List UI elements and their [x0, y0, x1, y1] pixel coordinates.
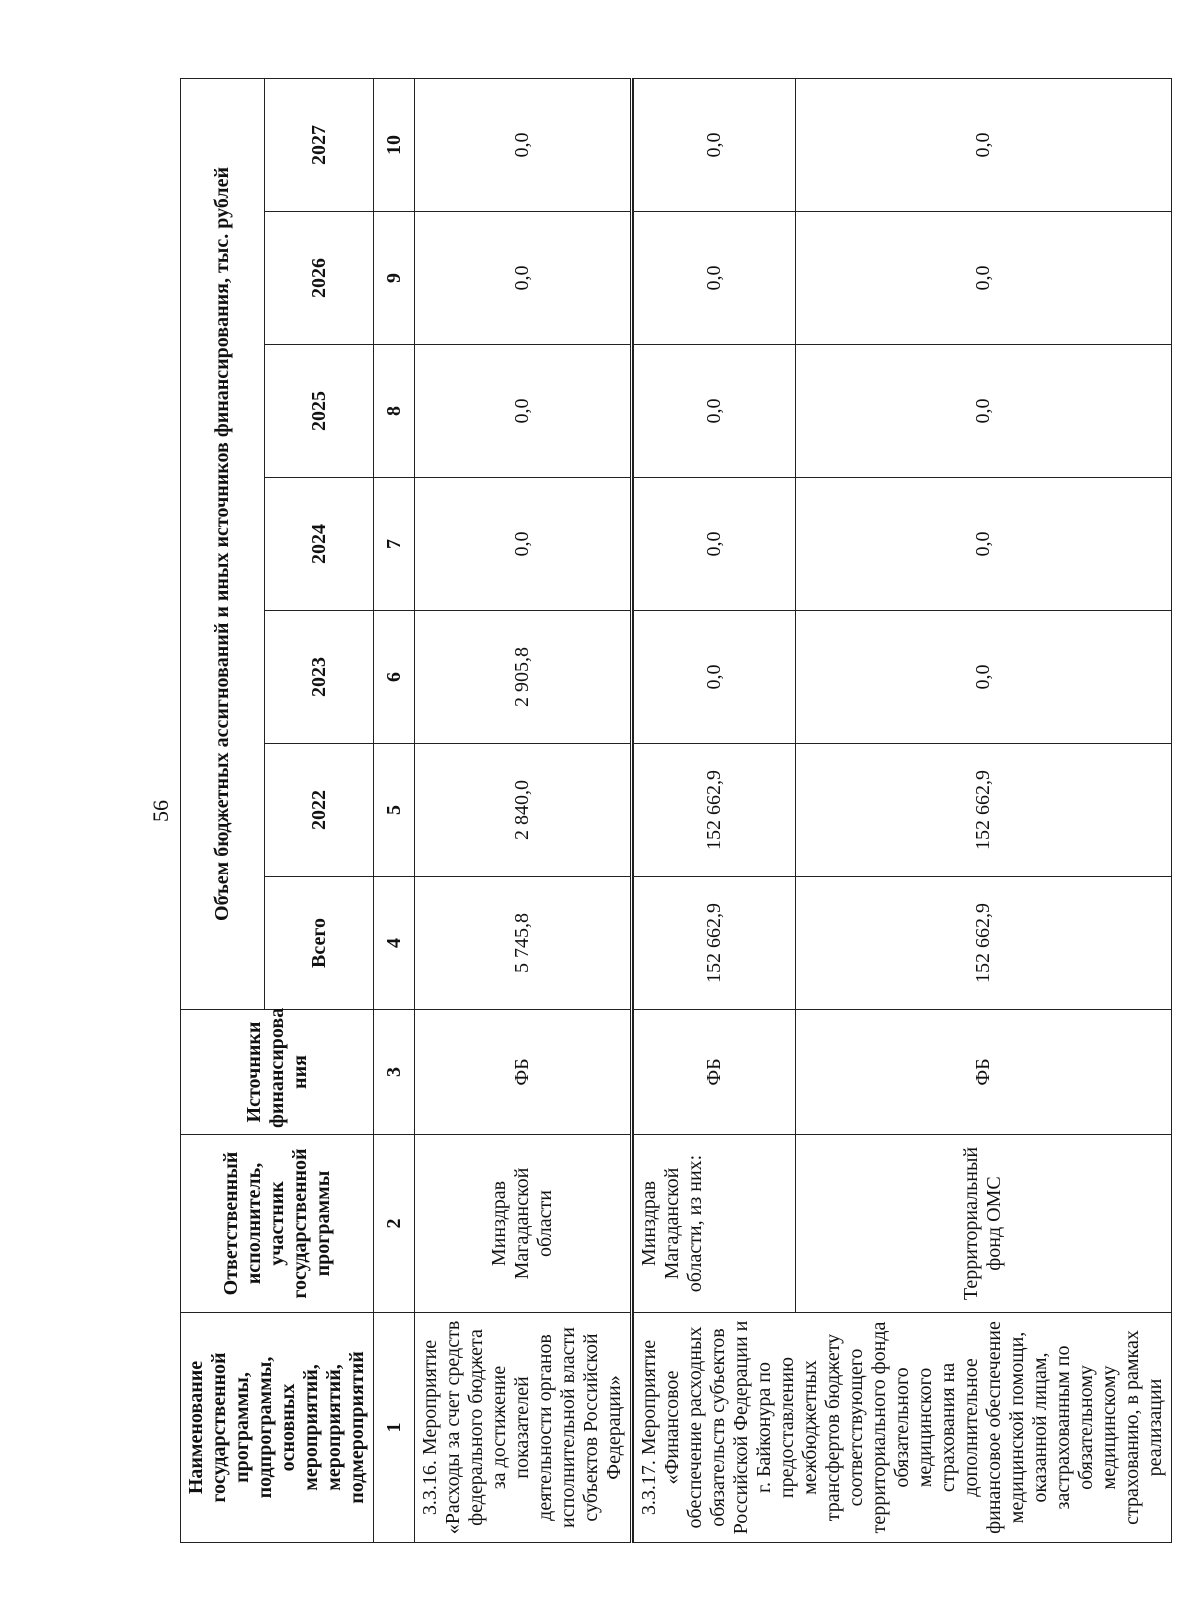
- col-num: 3: [374, 1010, 415, 1135]
- row-value-2022: 152 662,9: [795, 744, 1171, 877]
- col-num: 9: [374, 212, 415, 345]
- row-value-2025: 0,0: [415, 345, 632, 478]
- row-value-2023: 0,0: [634, 611, 796, 744]
- header-year-2025: 2025: [265, 345, 374, 478]
- row-value-2023: 2 905,8: [415, 611, 632, 744]
- row-value-2025: 0,0: [634, 345, 796, 478]
- row-value-total: 5 745,8: [415, 877, 632, 1010]
- header-row-1: [181, 78, 265, 1542]
- row-value-2027: 0,0: [795, 78, 1171, 211]
- col-num: 5: [374, 744, 415, 877]
- col-num: 4: [374, 877, 415, 1010]
- table-row: [634, 78, 796, 1542]
- rotated-page: [140, 71, 1166, 1551]
- row-responsible: Минздрав Магаданской области, из них:: [634, 1135, 796, 1313]
- header-year-2024: 2024: [265, 478, 374, 611]
- row-value-2027: 0,0: [634, 78, 796, 211]
- row-value-2022: 152 662,9: [634, 744, 796, 877]
- row-value-2024: 0,0: [634, 478, 796, 611]
- table-row: [415, 78, 632, 1542]
- row-value-total: 152 662,9: [795, 877, 1171, 1010]
- header-year-2026: 2026: [265, 212, 374, 345]
- row-source: ФБ: [634, 1010, 796, 1135]
- row-value-2027: 0,0: [415, 78, 632, 211]
- row-value-2026: 0,0: [795, 212, 1171, 345]
- row-value-2024: 0,0: [415, 478, 632, 611]
- col-num: 8: [374, 345, 415, 478]
- row-value-2025: 0,0: [795, 345, 1171, 478]
- row-responsible: Территориальный фонд ОМС: [795, 1135, 1171, 1313]
- header-year-2022: 2022: [265, 744, 374, 877]
- header-year-2023: 2023: [265, 611, 374, 744]
- funding-table: [180, 78, 1172, 1543]
- header-funding-group: Объем бюджетных ассигнований и иных источников финансирования, тыс. рублей: [181, 78, 265, 1009]
- row-value-2026: 0,0: [634, 212, 796, 345]
- column-number-row: [374, 78, 415, 1542]
- row-value-2023: 0,0: [795, 611, 1171, 744]
- col-num: 2: [374, 1135, 415, 1313]
- row-value-total: 152 662,9: [634, 877, 796, 1010]
- page-number: 56: [148, 800, 173, 822]
- header-name: Наименование государственной программы, подпрограммы, основных мероприятий, мероприятий, подмероприятий: [181, 1313, 374, 1543]
- row-name: 3.3.17. Мероприятие «Финансовое обеспечение расходных обязательств субъектов Российской Федерации и г. Байконура по предоставлению межбюджетных трансфертов бюджету соответствующего территориального фонда обязательного медицинского страхования на дополнительное финансовое обеспечение медицинской помощи, оказанной лицам, застрахованным по обязательному медицинскому страхованию, в рамках реализации: [634, 1313, 1172, 1543]
- row-source: ФБ: [795, 1010, 1171, 1135]
- col-num: 7: [374, 478, 415, 611]
- row-value-2024: 0,0: [795, 478, 1171, 611]
- header-responsible: Ответственный исполнитель, участник государственной программы: [181, 1135, 374, 1313]
- row-value-2022: 2 840,0: [415, 744, 632, 877]
- row-value-2026: 0,0: [415, 212, 632, 345]
- row-source: ФБ: [415, 1010, 632, 1135]
- header-year-total: Всего: [265, 877, 374, 1010]
- row-responsible: Минздрав Магаданской области: [415, 1135, 632, 1313]
- col-num: 6: [374, 611, 415, 744]
- row-name: 3.3.16. Мероприятие «Расходы за счет средств федерального бюджета за достижение показателей деятельности органов исполнительной власти субъектов Российской Федерации»: [415, 1313, 632, 1543]
- col-num: 10: [374, 78, 415, 211]
- header-source: Источники финансирова ния: [181, 1010, 374, 1135]
- col-num: 1: [374, 1313, 415, 1543]
- header-year-2027: 2027: [265, 78, 374, 211]
